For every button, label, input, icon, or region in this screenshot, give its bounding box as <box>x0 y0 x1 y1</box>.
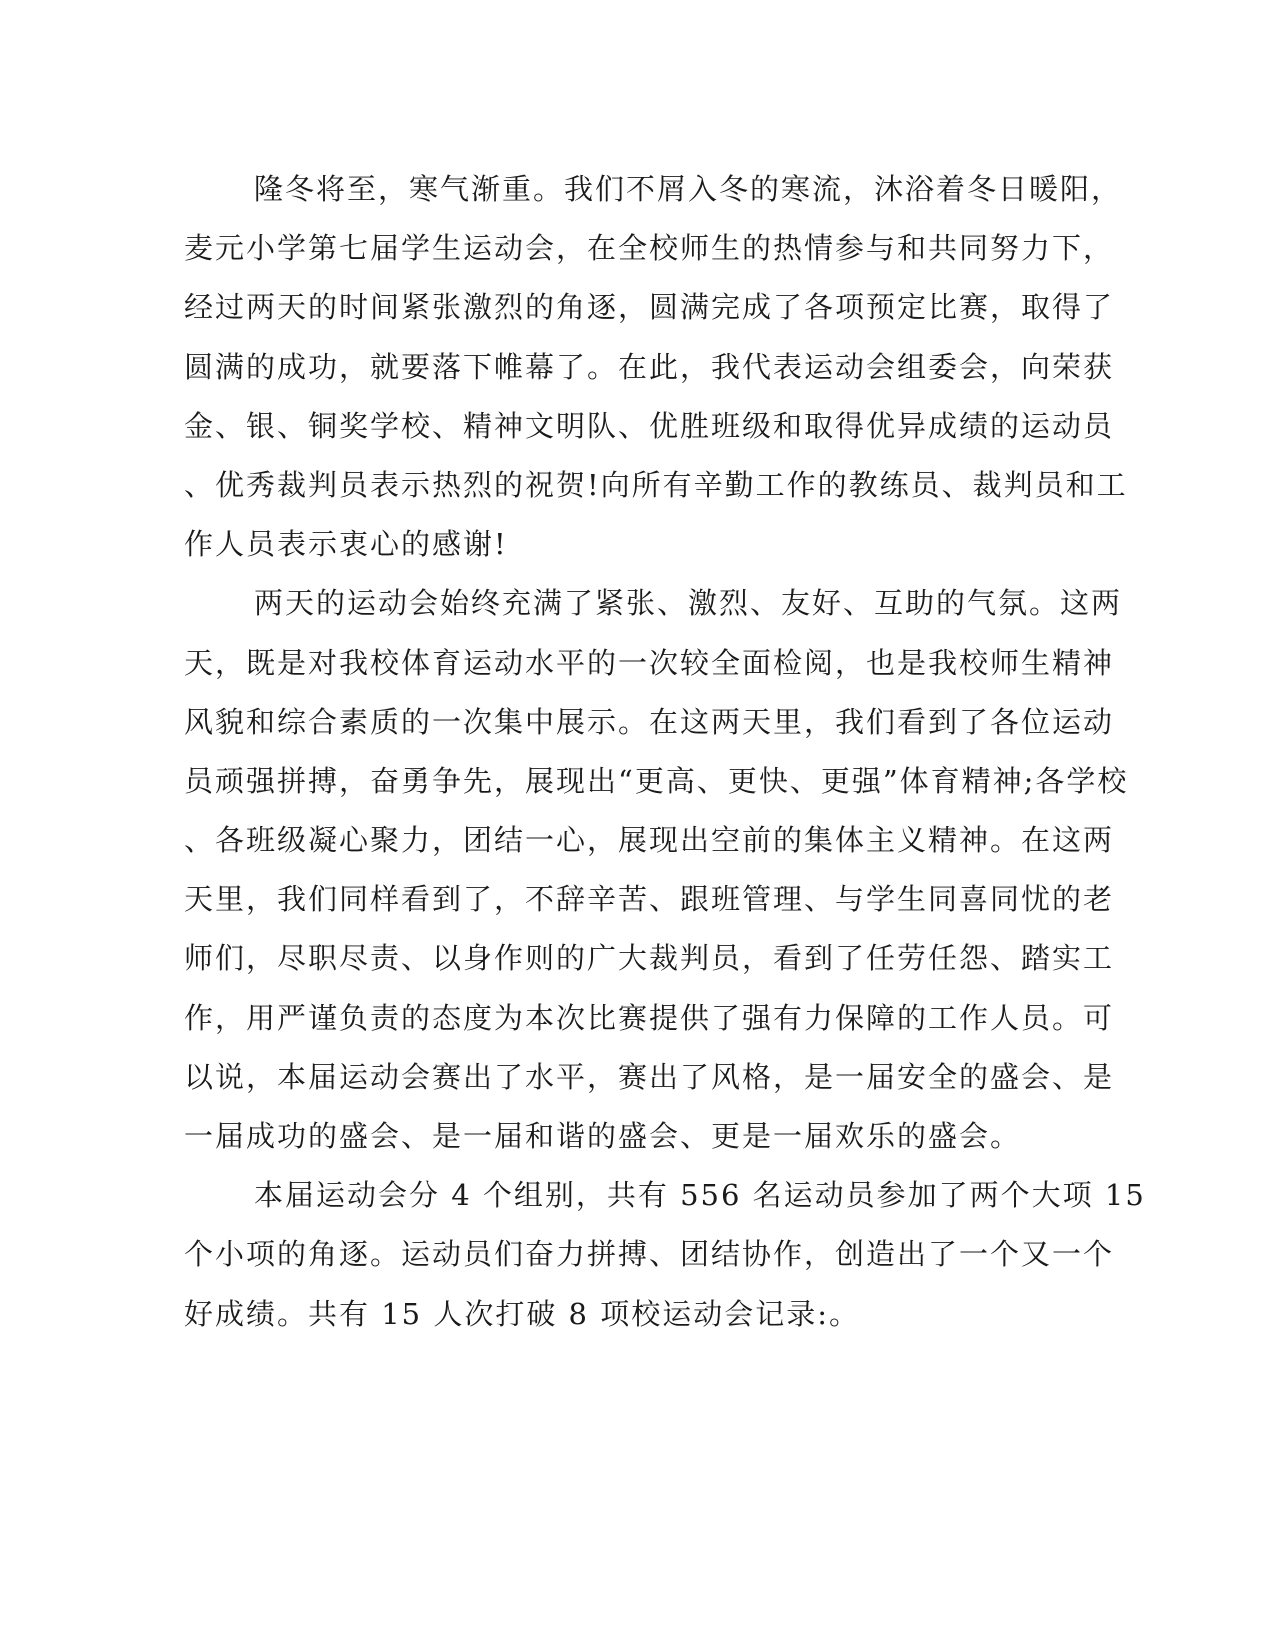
text-line: 经过两天的时间紧张激烈的角逐，圆满完成了各项预定比赛，取得了 <box>184 290 1115 325</box>
text-line: 天，既是对我校体育运动水平的一次较全面检阅，也是我校师生精神 <box>184 645 1115 680</box>
document-body <box>184 160 1146 1344</box>
text-line: 好成绩。共有 15 人次打破 8 项校运动会记录:。 <box>184 1296 860 1331</box>
text-line: 作人员表示衷心的感谢! <box>184 527 508 562</box>
text-line: 本届运动会分 4 个组别，共有 556 名运动员参加了两个大项 15 <box>254 1178 1146 1213</box>
text-line: 以说，本届运动会赛出了水平，赛出了风格，是一届安全的盛会、是 <box>184 1059 1115 1094</box>
text-line: 隆冬将至，寒气渐重。我们不屑入冬的寒流，沐浴着冬日暖阳， <box>254 172 1123 206</box>
text-line: 师们，尽职尽责、以身作则的广大裁判员，看到了任劳任怨、踏实工 <box>184 941 1115 976</box>
paragraph-2 <box>184 574 1129 1166</box>
text-line: 个小项的角逐。运动员们奋力拼搏、团结协作，创造出了一个又一个 <box>184 1237 1115 1272</box>
text-line: 、各班级凝心聚力，团结一心，展现出空前的集体主义精神。在这两 <box>184 823 1115 858</box>
text-line: 一届成功的盛会、是一届和谐的盛会、更是一届欢乐的盛会。 <box>184 1119 1022 1153</box>
text-line: 金、银、铜奖学校、精神文明队、优胜班级和取得优异成绩的运动员 <box>184 408 1115 443</box>
text-line: 员顽强拼搏，奋勇争先，展现出“更高、更快、更强”体育精神;各学校 <box>184 763 1129 798</box>
text-line: 麦元小学第七届学生运动会，在全校师生的热情参与和共同努力下， <box>184 231 1115 266</box>
paragraph-1 <box>184 160 1128 574</box>
text-line: 风貌和综合素质的一次集中展示。在这两天里，我们看到了各位运动 <box>184 704 1115 739</box>
text-line: 两天的运动会始终充满了紧张、激烈、友好、互助的气氛。这两 <box>254 586 1123 621</box>
text-line: 天里，我们同样看到了，不辞辛苦、跟班管理、与学生同喜同忧的老 <box>184 882 1115 917</box>
text-line: 、优秀裁判员表示热烈的祝贺!向所有辛勤工作的教练员、裁判员和工 <box>184 467 1128 502</box>
text-line: 圆满的成功，就要落下帷幕了。在此，我代表运动会组委会，向荣获 <box>184 349 1115 384</box>
text-line: 作，用严谨负责的态度为本次比赛提供了强有力保障的工作人员。可 <box>184 1000 1115 1035</box>
paragraph-3 <box>184 1166 1146 1344</box>
